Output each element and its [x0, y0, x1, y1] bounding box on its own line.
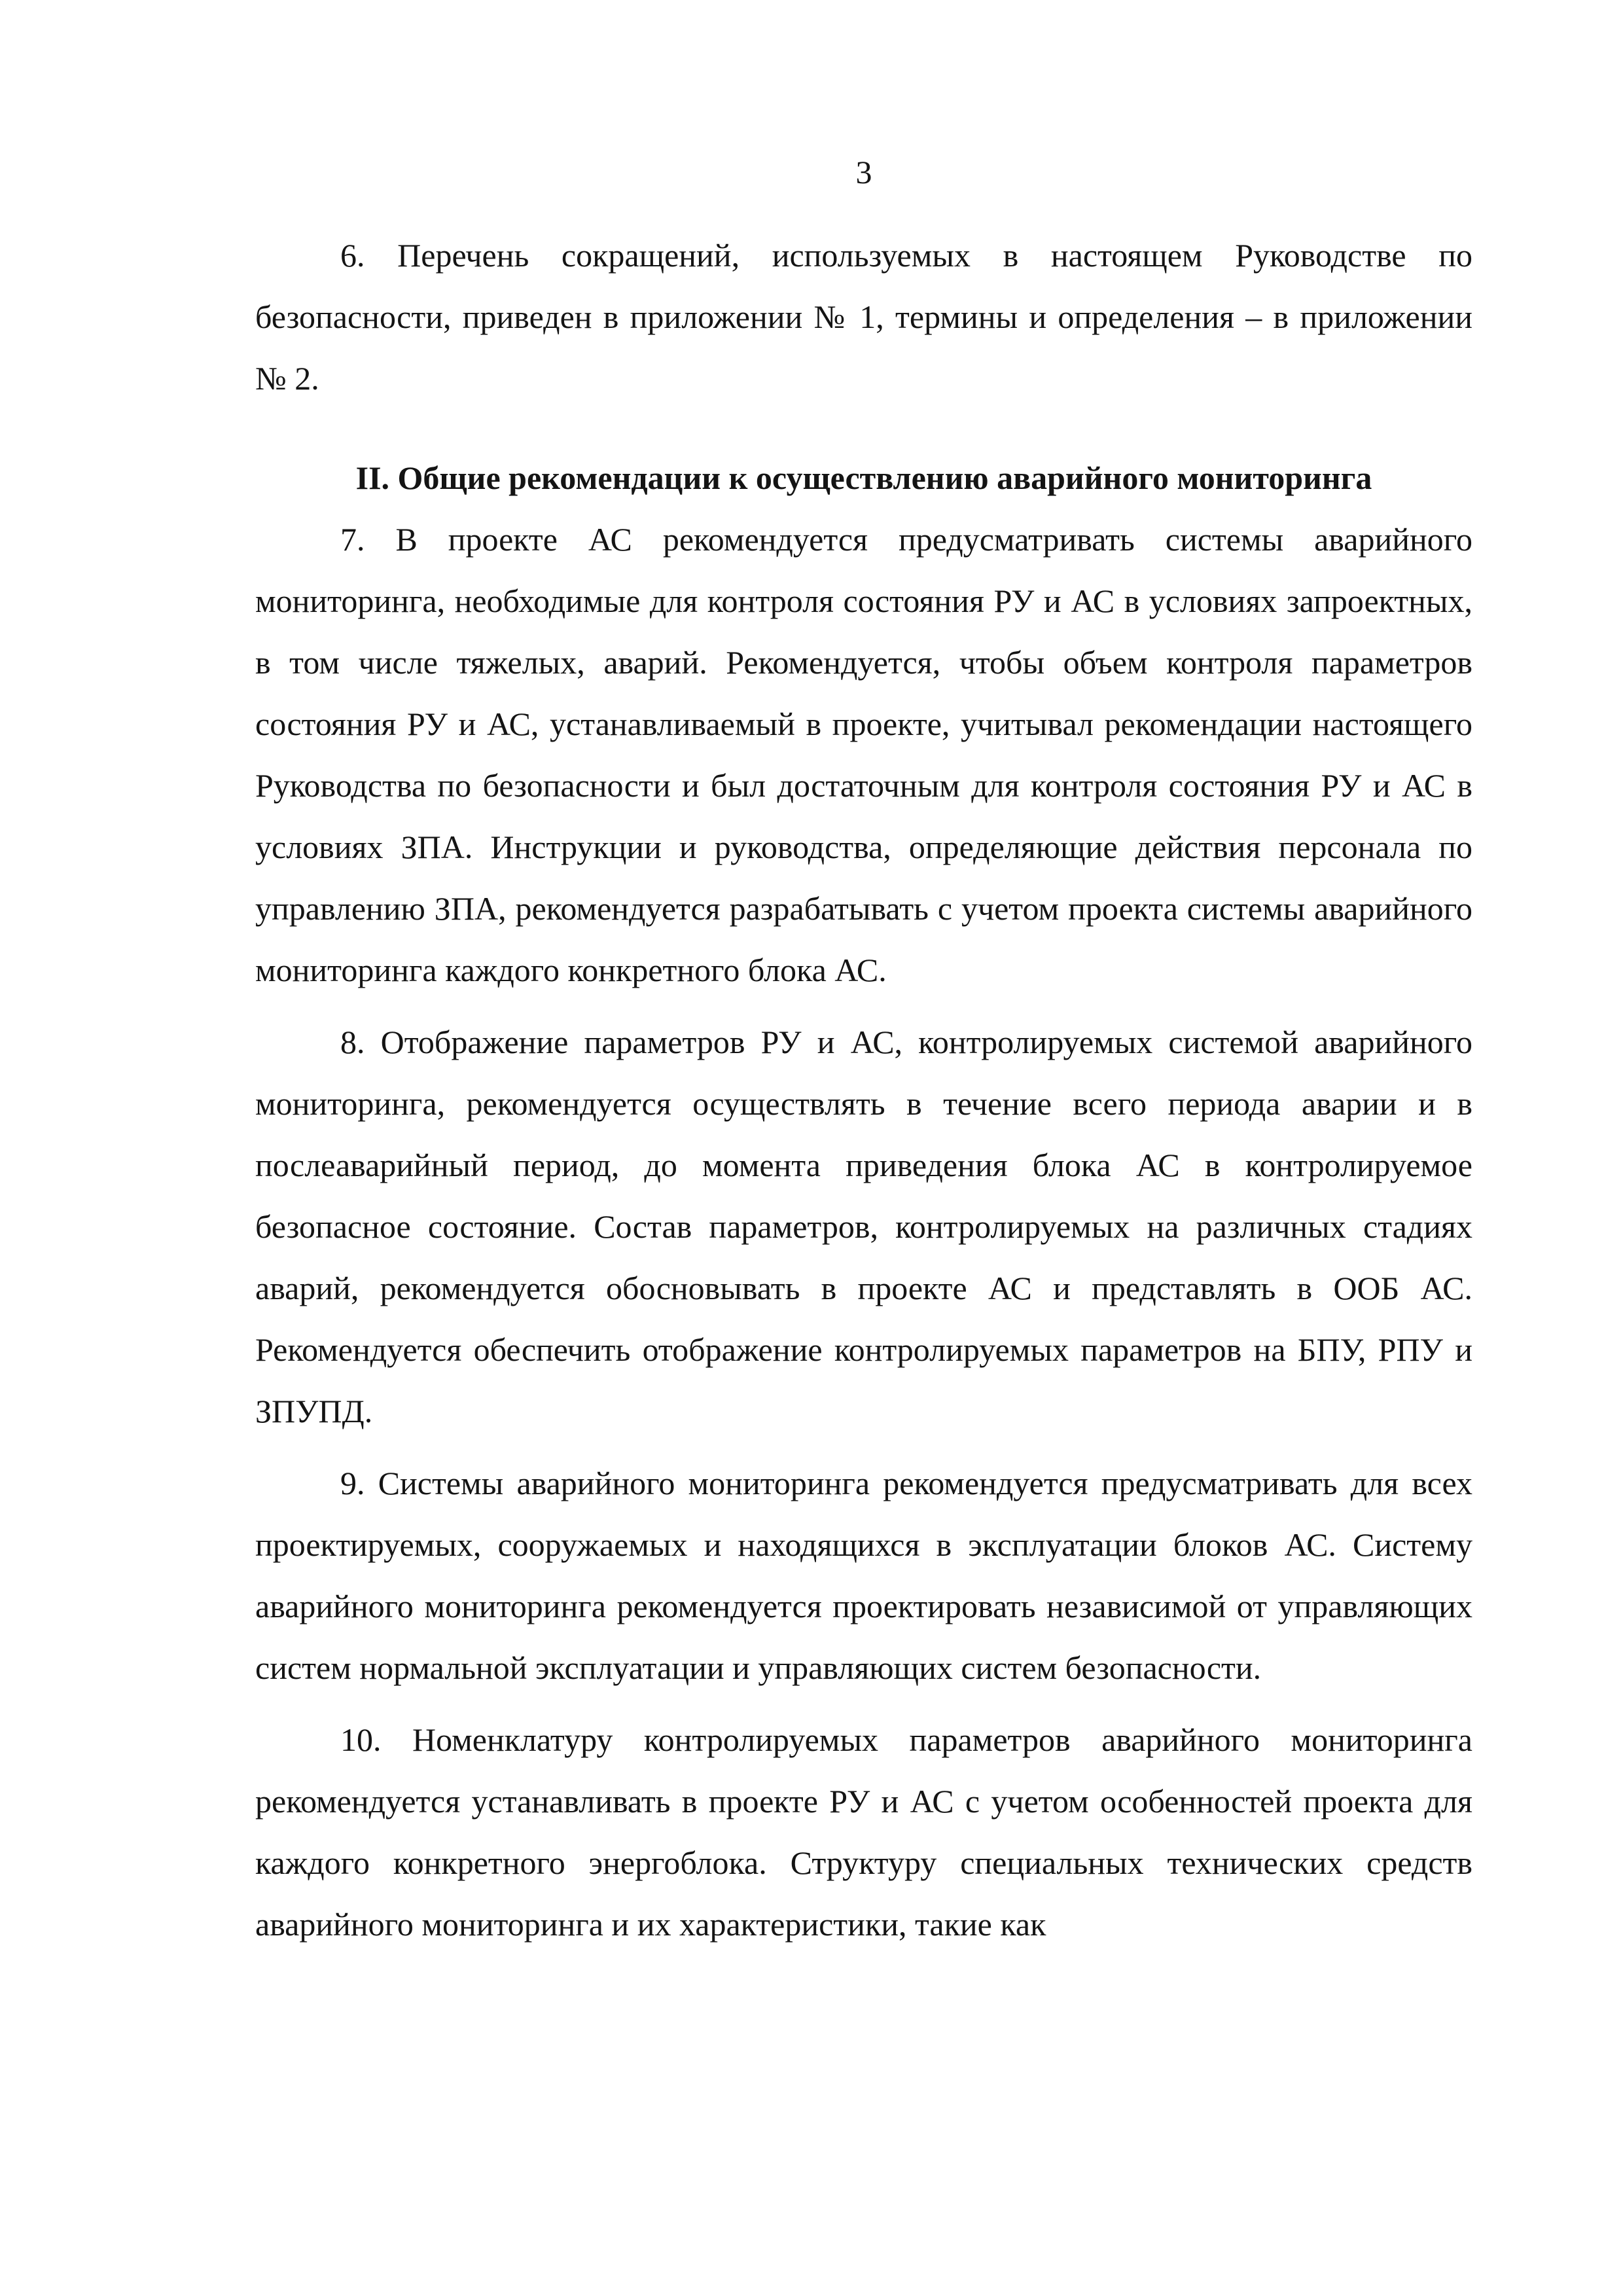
page-number: 3 — [855, 154, 872, 190]
paragraph-6: 6. Перечень сокращений, используемых в настоящем Руководстве по безопасности, приведен в приложении № 1, термины и определения – в приложении № 2. — [255, 237, 1472, 397]
document-page — [255, 0, 1472, 2296]
paragraph-gap — [255, 1001, 1472, 1011]
paragraph-7: 7. В проекте АС рекомендуется предусматривать системы аварийного мониторинга, необходимые для контроля состояния РУ и АС в условиях запроектных, в том числе тяжелых, аварий. Рекомендуется, чтобы объем контроля параметров состояния РУ и АС, устанавливаемый в проекте, учитывал рекомендации настоящего Руководства по безопасности и был достаточным для контроля состояния РУ и АС в условиях ЗПА. Инструкции и руководства, определяющие действия персонала по управлению ЗПА, рекомендуется разрабатывать с учетом проекта системы аварийного мониторинга каждого конкретного блока АС. — [255, 521, 1472, 988]
paragraph-8: 8. Отображение параметров РУ и АС, контролируемых системой аварийного мониторинга, рекомендуется осуществлять в течение всего периода аварии и в послеаварийный период, до момента приведения блока АС в контролируемое безопасное состояние. Состав параметров, контролируемых на различных стадиях аварий, рекомендуется обосновывать в проекте АС и представлять в ООБ АС. Рекомендуется обеспечить отображение контролируемых параметров на БПУ, РПУ и ЗПУПД. — [255, 1024, 1472, 1429]
paragraph-gap — [255, 1442, 1472, 1452]
section-heading: II. Общие рекомендации к осуществлению аварийного мониторинга — [355, 459, 1372, 496]
document-body — [255, 224, 1472, 1955]
paragraph-9: 9. Системы аварийного мониторинга рекомендуется предусматривать для всех проектируемых, сооружаемых и находящихся в эксплуатации блоков АС. Систему аварийного мониторинга рекомендуется проектировать независимой от управляющих систем нормальной эксплуатации и управляющих систем безопасности. — [255, 1465, 1472, 1686]
paragraph-gap — [255, 1698, 1472, 1709]
paragraph-10: 10. Номенклатуру контролируемых параметров аварийного мониторинга рекомендуется устанавливать в проекте РУ и АС с учетом особенностей проекта для каждого конкретного энергоблока. Структуру специальных технических средств аварийного мониторинга и их характеристики, такие как — [255, 1721, 1472, 1943]
